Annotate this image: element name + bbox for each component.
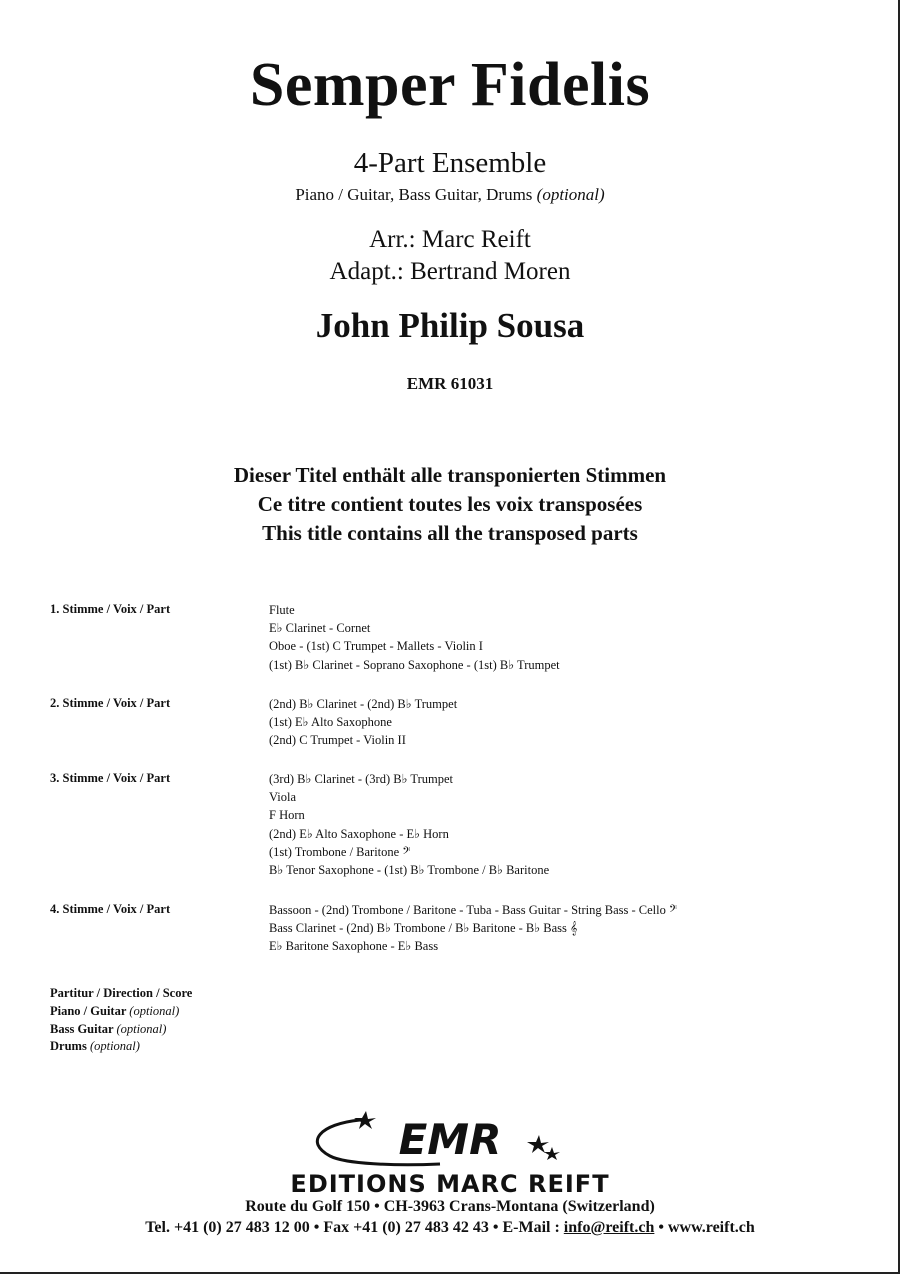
part-4-label: 4. Stimme / Voix / Part (50, 902, 171, 916)
extra-label: Piano / Guitar (50, 1003, 127, 1018)
instrument-line: (1st) B♭ Clarinet - Soprano Saxophone - (1st) B♭ Trumpet (269, 657, 560, 672)
instrument-line: (1st) Trombone / Baritone 𝄢 (269, 844, 411, 859)
extra-item (50, 1003, 192, 1021)
extra-label: Bass Guitar (50, 1021, 114, 1036)
notice-english: This title contains all the transposed parts (262, 521, 638, 545)
instrumentation-optional: (optional) (536, 185, 605, 204)
part-2-label: 2. Stimme / Voix / Part (50, 696, 171, 710)
instrument-line: F Horn (269, 808, 305, 823)
instrument-line: (2nd) E♭ Alto Saxophone - E♭ Horn (269, 826, 449, 841)
instrument-line: E♭ Baritone Saxophone - E♭ Bass (269, 939, 439, 954)
arranger-credit: Arr.: Marc Reift (369, 226, 531, 253)
extra-label: Drums (50, 1039, 87, 1054)
extra-note: (optional) (116, 1021, 167, 1036)
instrument-line: E♭ Clarinet - Cornet (269, 621, 371, 636)
notice-french: Ce titre contient toutes les voix transposées (257, 492, 643, 516)
instrument-line: (3rd) B♭ Clarinet - (3rd) B♭ Trumpet (269, 772, 453, 786)
transposition-notice (0, 461, 900, 548)
emr-logo (300, 1108, 600, 1168)
instrument-line: Viola (269, 790, 297, 805)
instrument-line: Flute (269, 603, 295, 617)
instrument-line: B♭ Tenor Saxophone - (1st) B♭ Trombone / B♭ Baritone (269, 863, 550, 878)
part-1-instruments (269, 601, 560, 674)
adapter-credit: Adapt.: Bertrand Moren (329, 258, 571, 285)
piece-title: Semper Fidelis (249, 51, 651, 119)
part-3-label: 3. Stimme / Voix / Part (50, 771, 171, 785)
notice-german: Dieser Titel enthält alle transponierten Stimmen (233, 463, 667, 487)
part-2-instruments (269, 695, 457, 750)
extra-item (50, 1021, 192, 1039)
extra-note: (optional) (129, 1003, 180, 1018)
instrumentation-line (0, 185, 900, 205)
publisher-address: Route du Golf 150 • CH-3963 Crans-Montana (Switzerland) (245, 1198, 655, 1215)
instrument-line: Oboe - (1st) C Trumpet - Mallets - Violin I (269, 639, 483, 654)
instrument-line: (2nd) B♭ Clarinet - (2nd) B♭ Trumpet (269, 697, 458, 711)
instrument-line: Bass Clarinet - (2nd) B♭ Trombone / B♭ Baritone - B♭ Bass 𝄞 (269, 921, 578, 936)
extra-note: (optional) (89, 1039, 140, 1054)
logo-text: EMR (398, 1115, 502, 1164)
catalog-number: EMR 61031 (406, 374, 494, 393)
email-link[interactable]: info@reift.ch (563, 1219, 655, 1236)
publisher-name: EDITIONS MARC REIFT (290, 1170, 610, 1198)
instrument-line: (1st) E♭ Alto Saxophone (269, 715, 392, 730)
instrument-line: (2nd) C Trumpet - Violin II (269, 733, 406, 748)
contact-website: • www.reift.ch (654, 1219, 755, 1236)
extra-label: Partitur / Direction / Score (50, 986, 193, 1000)
extra-item (50, 1038, 192, 1056)
contact-phone-fax: Tel. +41 (0) 27 483 12 00 • Fax +41 (0) 27 483 42 43 • E-Mail : (145, 1219, 564, 1236)
instrument-line: Bassoon - (2nd) Trombone / Baritone - Tuba - Bass Guitar - String Bass - Cello 𝄢 (269, 903, 678, 917)
part-1-label: 1. Stimme / Voix / Part (50, 602, 171, 616)
part-4-instruments (269, 901, 677, 956)
additional-parts (50, 985, 192, 1056)
publisher-contact (0, 1219, 900, 1237)
extra-item (50, 985, 192, 1003)
instrumentation-main: Piano / Guitar, Bass Guitar, Drums (295, 185, 537, 204)
ensemble-subtitle: 4-Part Ensemble (353, 147, 547, 179)
composer-name: John Philip Sousa (315, 306, 585, 345)
part-3-instruments (269, 770, 549, 879)
